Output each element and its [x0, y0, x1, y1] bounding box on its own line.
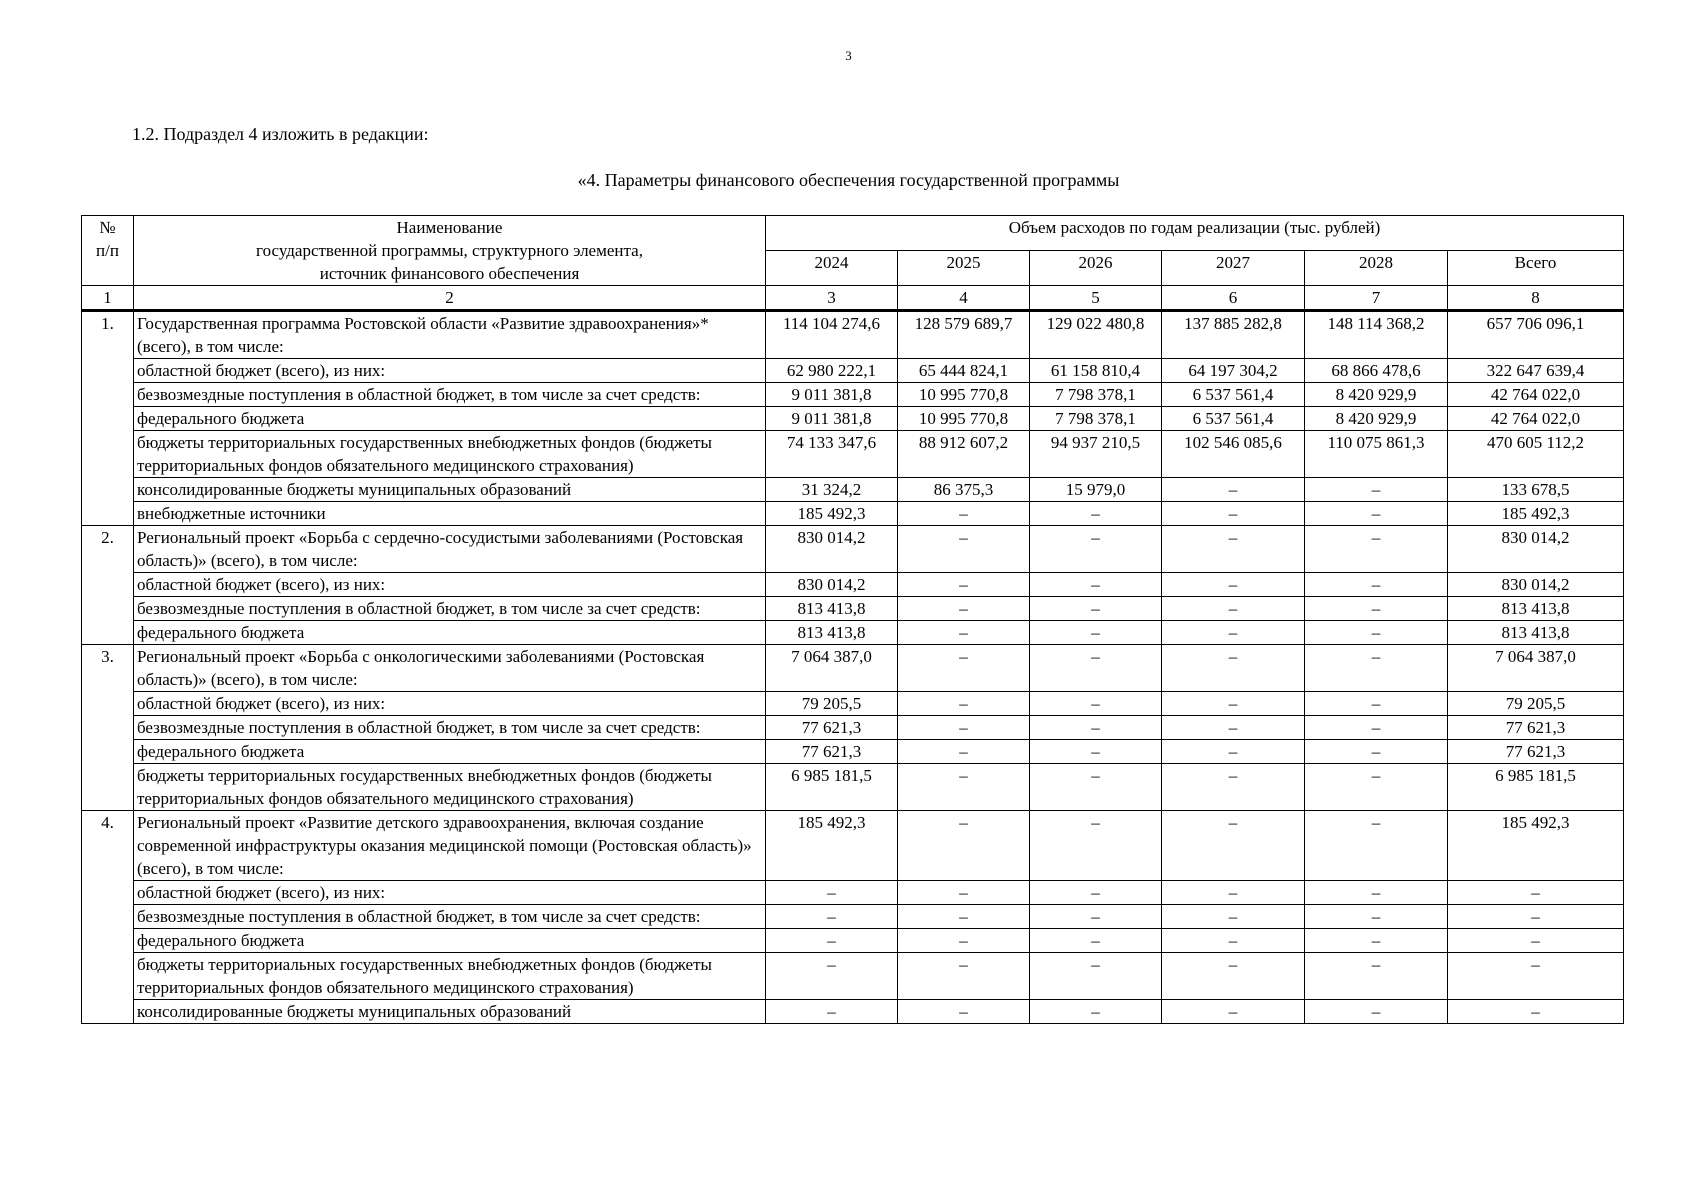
- row-total: 322 647 639,4: [1448, 359, 1624, 383]
- row-value: 10 995 770,8: [898, 407, 1030, 431]
- row-total: 657 706 096,1: [1448, 311, 1624, 359]
- row-value: –: [898, 621, 1030, 645]
- row-total: 7 064 387,0: [1448, 645, 1624, 692]
- row-value: 6 537 561,4: [1162, 407, 1305, 431]
- row-value: –: [1162, 692, 1305, 716]
- row-value: 830 014,2: [766, 526, 898, 573]
- row-value: –: [898, 881, 1030, 905]
- row-value: 137 885 282,8: [1162, 311, 1305, 359]
- row-value: 830 014,2: [766, 573, 898, 597]
- row-value: 114 104 274,6: [766, 311, 898, 359]
- header-name-line1: Наименование: [396, 218, 503, 237]
- table-row: [82, 764, 1624, 811]
- row-value: –: [1305, 645, 1448, 692]
- row-value: –: [1162, 478, 1305, 502]
- row-value: –: [1030, 502, 1162, 526]
- row-value: –: [898, 692, 1030, 716]
- row-value: –: [766, 881, 898, 905]
- table-row: [82, 1000, 1624, 1024]
- section-title: «4. Параметры финансового обеспечения государственной программы: [577, 170, 1120, 190]
- column-number: 4: [898, 286, 1030, 311]
- row-value: –: [1162, 621, 1305, 645]
- row-value: –: [1030, 621, 1162, 645]
- row-value: –: [898, 811, 1030, 881]
- row-value: –: [1162, 526, 1305, 573]
- row-value: –: [1305, 1000, 1448, 1024]
- row-value: 79 205,5: [766, 692, 898, 716]
- row-name: внебюджетные источники: [134, 502, 766, 526]
- row-value: –: [1162, 716, 1305, 740]
- table-row: [82, 621, 1624, 645]
- row-name: бюджеты территориальных государственных внебюджетных фондов (бюджеты территориальных фондов обязательного медицинского страхования): [134, 764, 766, 811]
- row-value: –: [1030, 645, 1162, 692]
- header-num-line1: №: [99, 218, 116, 237]
- row-name: Региональный проект «Развитие детского здравоохранения, включая создание современной инфраструктуры оказания медицинской помощи (Ростовская область)» (всего), в том числе:: [134, 811, 766, 881]
- row-value: –: [1305, 692, 1448, 716]
- row-value: 15 979,0: [1030, 478, 1162, 502]
- row-total: –: [1448, 881, 1624, 905]
- row-value: –: [766, 1000, 898, 1024]
- row-total: 830 014,2: [1448, 526, 1624, 573]
- row-value: –: [898, 905, 1030, 929]
- row-value: –: [1030, 764, 1162, 811]
- header-name-line2: государственной программы, структурного элемента,: [256, 241, 643, 260]
- row-value: 8 420 929,9: [1305, 407, 1448, 431]
- row-value: –: [1305, 811, 1448, 881]
- row-total: –: [1448, 905, 1624, 929]
- table-row: [82, 407, 1624, 431]
- row-value: –: [898, 929, 1030, 953]
- column-number: 7: [1305, 286, 1448, 311]
- row-name: безвозмездные поступления в областной бюджет, в том числе за счет средств:: [134, 383, 766, 407]
- row-value: –: [1030, 811, 1162, 881]
- row-value: –: [898, 573, 1030, 597]
- row-total: 830 014,2: [1448, 573, 1624, 597]
- row-name: федерального бюджета: [134, 929, 766, 953]
- row-value: 7 798 378,1: [1030, 383, 1162, 407]
- row-value: –: [1162, 597, 1305, 621]
- column-number: 2: [134, 286, 766, 311]
- header-total: Всего: [1448, 251, 1624, 286]
- row-value: –: [1030, 953, 1162, 1000]
- header-year: 2028: [1305, 251, 1448, 286]
- row-name: областной бюджет (всего), из них:: [134, 692, 766, 716]
- row-total: 813 413,8: [1448, 597, 1624, 621]
- row-value: –: [898, 740, 1030, 764]
- row-total: 185 492,3: [1448, 811, 1624, 881]
- header-year: 2027: [1162, 251, 1305, 286]
- row-value: 129 022 480,8: [1030, 311, 1162, 359]
- row-value: –: [1030, 905, 1162, 929]
- header-name: [134, 216, 766, 286]
- row-value: –: [898, 502, 1030, 526]
- header-num-line2: п/п: [96, 241, 119, 260]
- row-value: –: [898, 597, 1030, 621]
- row-value: –: [766, 953, 898, 1000]
- row-value: –: [1162, 740, 1305, 764]
- row-value: 185 492,3: [766, 502, 898, 526]
- table-row: [82, 929, 1624, 953]
- row-name: бюджеты территориальных государственных внебюджетных фондов (бюджеты территориальных фондов обязательного медицинского страхования): [134, 953, 766, 1000]
- row-value: –: [1162, 881, 1305, 905]
- table-row: [82, 478, 1624, 502]
- row-total: 813 413,8: [1448, 621, 1624, 645]
- row-name: Государственная программа Ростовской области «Развитие здравоохранения»* (всего), в том числе:: [134, 311, 766, 359]
- row-value: 62 980 222,1: [766, 359, 898, 383]
- intro-text: 1.2. Подраздел 4 изложить в редакции:: [132, 124, 429, 144]
- row-value: 7 064 387,0: [766, 645, 898, 692]
- row-total: 77 621,3: [1448, 716, 1624, 740]
- row-value: –: [1305, 526, 1448, 573]
- row-value: –: [1162, 905, 1305, 929]
- row-value: –: [1162, 953, 1305, 1000]
- row-value: –: [1030, 929, 1162, 953]
- row-name: Региональный проект «Борьба с сердечно-сосудистыми заболеваниями (Ростовская область)» (всего), в том числе:: [134, 526, 766, 573]
- row-total: 6 985 181,5: [1448, 764, 1624, 811]
- row-value: 68 866 478,6: [1305, 359, 1448, 383]
- row-value: –: [1305, 478, 1448, 502]
- row-value: 94 937 210,5: [1030, 431, 1162, 478]
- financial-table: [81, 215, 1624, 1024]
- row-value: –: [1030, 526, 1162, 573]
- row-value: 9 011 381,8: [766, 407, 898, 431]
- row-value: 7 798 378,1: [1030, 407, 1162, 431]
- row-value: –: [1305, 621, 1448, 645]
- table-row: [82, 383, 1624, 407]
- row-value: –: [1305, 881, 1448, 905]
- table-row: [82, 645, 1624, 692]
- row-value: 31 324,2: [766, 478, 898, 502]
- row-value: –: [1305, 716, 1448, 740]
- row-value: –: [1305, 764, 1448, 811]
- page-number: 3: [845, 48, 852, 63]
- row-value: 6 985 181,5: [766, 764, 898, 811]
- row-value: –: [1162, 811, 1305, 881]
- row-total: 470 605 112,2: [1448, 431, 1624, 478]
- header-year: 2026: [1030, 251, 1162, 286]
- row-name: безвозмездные поступления в областной бюджет, в том числе за счет средств:: [134, 905, 766, 929]
- row-value: –: [1162, 1000, 1305, 1024]
- row-number: 2.: [82, 526, 134, 645]
- row-value: 10 995 770,8: [898, 383, 1030, 407]
- row-value: 86 375,3: [898, 478, 1030, 502]
- table-row: [82, 692, 1624, 716]
- row-value: –: [1162, 502, 1305, 526]
- table-row: [82, 597, 1624, 621]
- row-value: –: [1030, 716, 1162, 740]
- table-row: [82, 740, 1624, 764]
- row-value: –: [1305, 573, 1448, 597]
- table-row: [82, 526, 1624, 573]
- row-value: 77 621,3: [766, 716, 898, 740]
- row-value: –: [898, 953, 1030, 1000]
- row-value: 813 413,8: [766, 597, 898, 621]
- row-value: 64 197 304,2: [1162, 359, 1305, 383]
- row-value: 110 075 861,3: [1305, 431, 1448, 478]
- row-value: 185 492,3: [766, 811, 898, 881]
- header-num: [82, 216, 134, 286]
- table-row: [82, 881, 1624, 905]
- row-value: –: [1162, 929, 1305, 953]
- row-total: 42 764 022,0: [1448, 383, 1624, 407]
- row-value: 6 537 561,4: [1162, 383, 1305, 407]
- header-volume: Объем расходов по годам реализации (тыс. рублей): [766, 216, 1624, 251]
- row-total: 77 621,3: [1448, 740, 1624, 764]
- table-row: [82, 431, 1624, 478]
- row-value: 88 912 607,2: [898, 431, 1030, 478]
- row-value: 8 420 929,9: [1305, 383, 1448, 407]
- row-value: 77 621,3: [766, 740, 898, 764]
- header-name-line3: источник финансового обеспечения: [319, 264, 580, 283]
- row-value: 74 133 347,6: [766, 431, 898, 478]
- row-value: –: [898, 764, 1030, 811]
- row-value: –: [1162, 645, 1305, 692]
- table-row: [82, 359, 1624, 383]
- row-name: федерального бюджета: [134, 407, 766, 431]
- row-name: областной бюджет (всего), из них:: [134, 359, 766, 383]
- table-row: [82, 953, 1624, 1000]
- row-number: 1.: [82, 311, 134, 526]
- row-name: федерального бюджета: [134, 621, 766, 645]
- row-name: областной бюджет (всего), из них:: [134, 573, 766, 597]
- row-total: –: [1448, 1000, 1624, 1024]
- column-numbers-row: [82, 286, 1624, 311]
- row-value: –: [1305, 929, 1448, 953]
- row-value: –: [1030, 597, 1162, 621]
- table-row: [82, 811, 1624, 881]
- row-name: бюджеты территориальных государственных внебюджетных фондов (бюджеты территориальных фондов обязательного медицинского страхования): [134, 431, 766, 478]
- row-value: –: [1030, 573, 1162, 597]
- row-name: Региональный проект «Борьба с онкологическими заболеваниями (Ростовская область)» (всего), в том числе:: [134, 645, 766, 692]
- table-body: [82, 311, 1624, 1024]
- row-value: 61 158 810,4: [1030, 359, 1162, 383]
- row-value: –: [898, 716, 1030, 740]
- row-name: федерального бюджета: [134, 740, 766, 764]
- row-value: 9 011 381,8: [766, 383, 898, 407]
- row-total: –: [1448, 953, 1624, 1000]
- row-value: –: [1030, 1000, 1162, 1024]
- header-year: 2024: [766, 251, 898, 286]
- row-value: –: [1305, 597, 1448, 621]
- row-value: –: [766, 905, 898, 929]
- row-name: безвозмездные поступления в областной бюджет, в том числе за счет средств:: [134, 716, 766, 740]
- row-value: 102 546 085,6: [1162, 431, 1305, 478]
- row-value: 813 413,8: [766, 621, 898, 645]
- row-value: –: [1305, 953, 1448, 1000]
- row-value: –: [1305, 905, 1448, 929]
- row-name: консолидированные бюджеты муниципальных образований: [134, 1000, 766, 1024]
- row-total: 133 678,5: [1448, 478, 1624, 502]
- row-number: 4.: [82, 811, 134, 1024]
- column-number: 1: [82, 286, 134, 311]
- table-row: [82, 905, 1624, 929]
- row-value: –: [766, 929, 898, 953]
- row-value: –: [1305, 502, 1448, 526]
- header-year: 2025: [898, 251, 1030, 286]
- column-number: 8: [1448, 286, 1624, 311]
- row-total: 185 492,3: [1448, 502, 1624, 526]
- column-number: 5: [1030, 286, 1162, 311]
- row-value: –: [898, 645, 1030, 692]
- row-value: –: [1030, 740, 1162, 764]
- table-row: [82, 311, 1624, 359]
- row-name: безвозмездные поступления в областной бюджет, в том числе за счет средств:: [134, 597, 766, 621]
- table-row: [82, 573, 1624, 597]
- row-name: областной бюджет (всего), из них:: [134, 881, 766, 905]
- table-row: [82, 716, 1624, 740]
- row-name: консолидированные бюджеты муниципальных образований: [134, 478, 766, 502]
- row-value: –: [898, 1000, 1030, 1024]
- row-value: –: [898, 526, 1030, 573]
- row-value: 128 579 689,7: [898, 311, 1030, 359]
- row-total: –: [1448, 929, 1624, 953]
- row-value: –: [1162, 573, 1305, 597]
- row-number: 3.: [82, 645, 134, 811]
- row-value: –: [1305, 740, 1448, 764]
- row-value: 148 114 368,2: [1305, 311, 1448, 359]
- column-number: 3: [766, 286, 898, 311]
- row-value: –: [1162, 764, 1305, 811]
- row-total: 79 205,5: [1448, 692, 1624, 716]
- row-value: 65 444 824,1: [898, 359, 1030, 383]
- table-row: [82, 502, 1624, 526]
- row-total: 42 764 022,0: [1448, 407, 1624, 431]
- column-number: 6: [1162, 286, 1305, 311]
- row-value: –: [1030, 881, 1162, 905]
- row-value: –: [1030, 692, 1162, 716]
